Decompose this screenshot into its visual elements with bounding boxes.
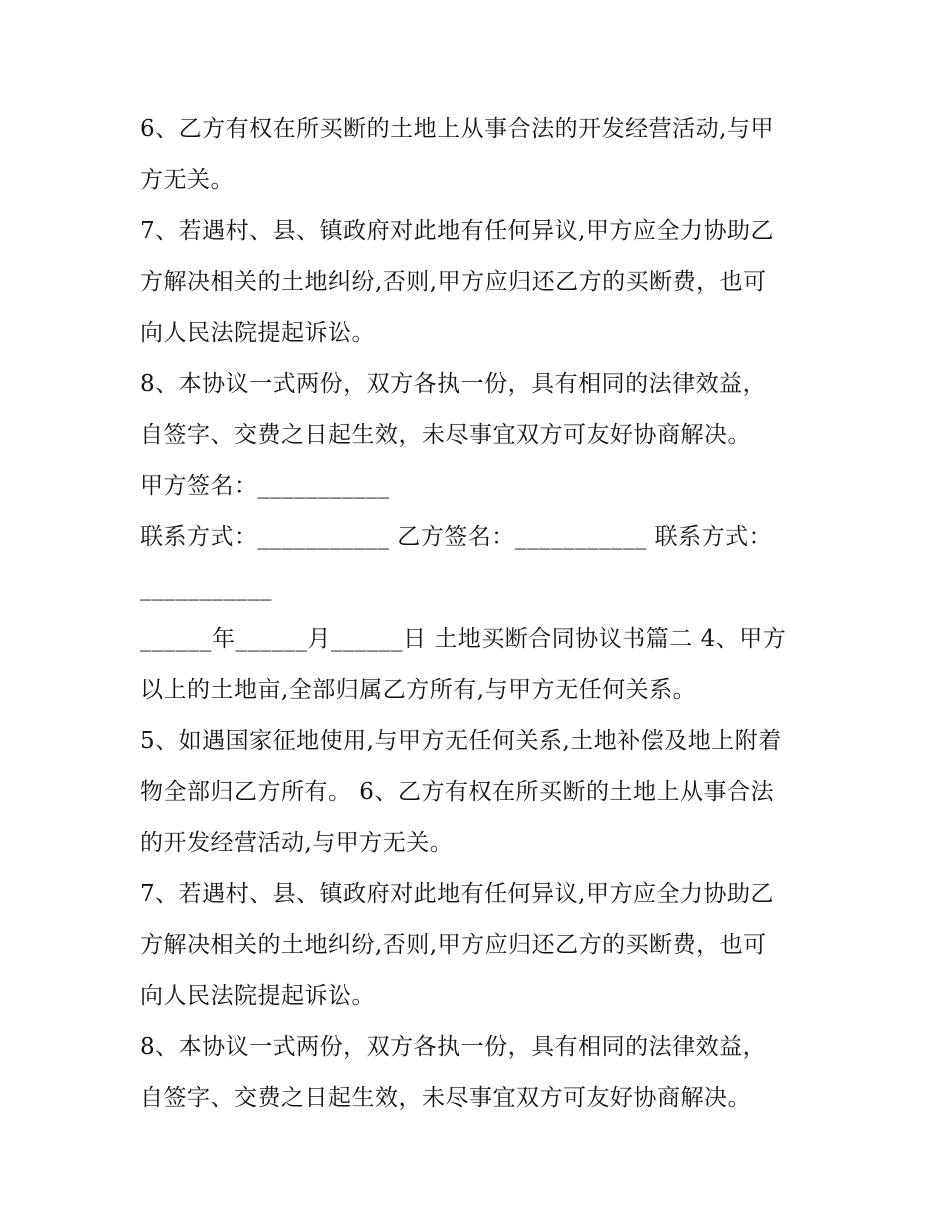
text-line: 7、若遇村、县、镇政府对此地有任何异议,甲方应全力协助乙 [140, 218, 774, 244]
contact-signature-line: 联系方式：___________ 乙方签名：___________ 联系方式： [140, 524, 773, 550]
text-line: 6、乙方有权在所买断的土地上从事合法的开发经营活动,与甲 [140, 116, 774, 142]
signature-line-party-a: 甲方签名：___________ [140, 473, 390, 499]
text-line: 物全部归乙方所有。 6、乙方有权在所买断的土地上从事合法 [140, 779, 774, 805]
text-line: 5、如遇国家征地使用,与甲方无任何关系,土地补偿及地上附着 [140, 728, 782, 754]
text-line: 自签字、交费之日起生效，未尽事宜双方可友好协商解决。 [140, 1085, 751, 1111]
text-line: 方解决相关的土地纠纷,否则,甲方应归还乙方的买断费，也可 [140, 932, 767, 958]
text-line: 8、本协议一式两份，双方各执一份，具有相同的法律效益， [140, 1034, 767, 1060]
text-line: 方无关。 [140, 167, 234, 193]
text-line: 自签字、交费之日起生效，未尽事宜双方可友好协商解决。 [140, 422, 751, 448]
text-line: 方解决相关的土地纠纷,否则,甲方应归还乙方的买断费，也可 [140, 269, 767, 295]
text-line: 8、本协议一式两份，双方各执一份，具有相同的法律效益， [140, 371, 767, 397]
date-line: ______年______月______日 土地买断合同协议书篇二 4、甲方 [140, 626, 787, 652]
text-line: 的开发经营活动,与甲方无关。 [140, 830, 454, 856]
text-line: 以上的土地亩,全部归属乙方所有,与甲方无任何关系。 [140, 677, 697, 703]
text-line: 向人民法院提起诉讼。 [140, 983, 375, 1009]
text-line: 7、若遇村、县、镇政府对此地有任何异议,甲方应全力协助乙 [140, 881, 774, 907]
document-body [140, 104, 820, 1124]
text-line: 向人民法院提起诉讼。 [140, 320, 375, 346]
blank-line: ___________ [140, 575, 272, 601]
